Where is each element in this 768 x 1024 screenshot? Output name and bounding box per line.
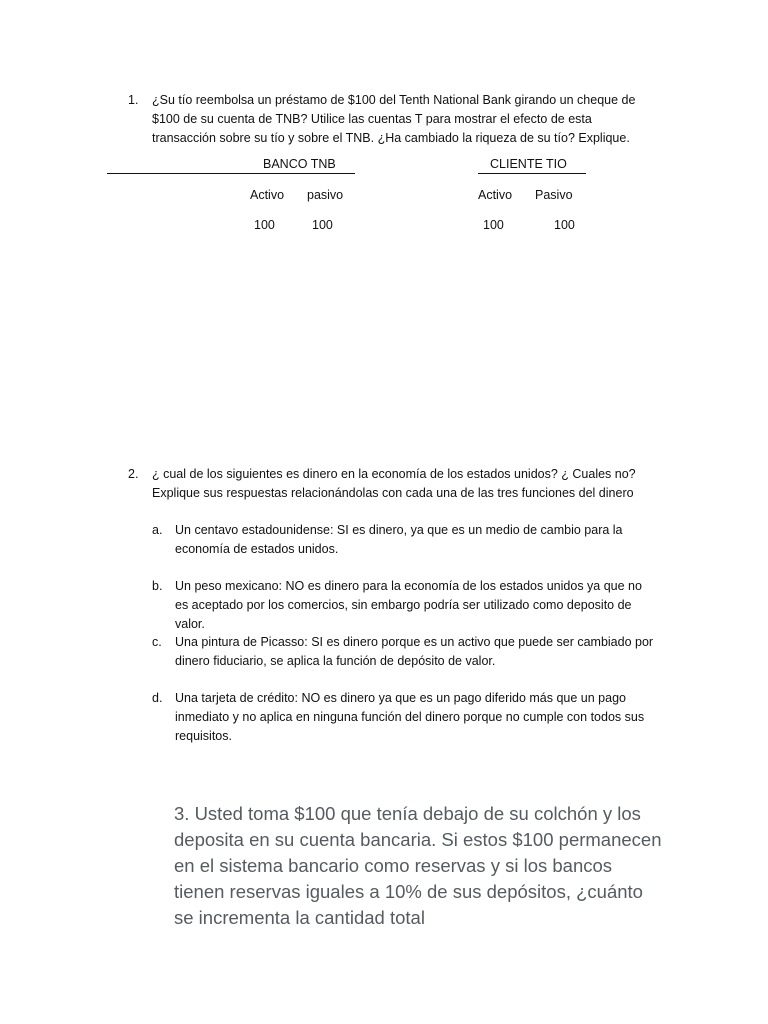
bank-account-rule — [107, 173, 355, 174]
question-3-text: 3. Usted toma $100 que tenía debajo de su colchón y los deposita en su cuenta bancaria. Si estos $100 permanecen en el sistema bancario como reservas y si los bancos tienen reservas iguales a 10% de sus depósitos, ¿cuánto se incrementa la cantidad total — [174, 803, 662, 928]
question-2-text: ¿ cual de los siguientes es dinero en la economía de los estados unidos? ¿ Cuales no? Explique sus respuestas relacionándolas con cada una de las tres funciones del dinero — [152, 467, 636, 500]
bank-assets-value: 100 — [254, 218, 275, 232]
bank-liabilities-header: pasivo — [307, 188, 344, 202]
bank-assets-header: Activo — [250, 188, 285, 202]
bank-account-title: BANCO TNB — [263, 157, 336, 171]
item-text: Un peso mexicano: NO es dinero para la economía de los estados unidos ya que no es aceptado por los comercios, sin embargo podría ser utilizado como deposito de valor. — [175, 579, 642, 631]
client-liabilities-header: Pasivo — [535, 188, 573, 202]
question-1-text: ¿Su tío reembolsa un préstamo de $100 del Tenth National Bank girando un cheque de $100 de su cuenta de TNB? Utilice las cuentas T para mostrar el efecto de esta transacción sobre su tío y sobre el TNB. ¿Ha cambiado la riqueza de su tío? Explique. — [152, 93, 636, 145]
client-assets-value: 100 — [483, 218, 504, 232]
client-assets-header: Activo — [478, 188, 513, 202]
item-text: Un centavo estadounidense: SI es dinero, ya que es un medio de cambio para la economía de estados unidos. — [175, 523, 623, 556]
client-account-rule — [478, 173, 586, 174]
item-text: Una tarjeta de crédito: NO es dinero ya que es un pago diferido más que un pago inmediato y no aplica en ninguna función del dinero porque no cumple con todos sus requisitos. — [175, 691, 645, 743]
question-1-number: 1. — [128, 93, 139, 107]
item-letter: a. — [152, 523, 163, 537]
client-account-title: CLIENTE TIO — [490, 157, 567, 171]
item-letter: b. — [152, 579, 163, 593]
item-text: Una pintura de Picasso: SI es dinero porque es un activo que puede ser cambiado por dinero fiduciario, se aplica la función de depósito de valor. — [175, 635, 654, 668]
question-2-number: 2. — [128, 467, 139, 481]
t-accounts — [0, 157, 768, 247]
item-letter: d. — [152, 691, 163, 705]
item-letter: c. — [152, 635, 162, 649]
bank-liabilities-value: 100 — [312, 218, 333, 232]
client-liabilities-value: 100 — [554, 218, 575, 232]
